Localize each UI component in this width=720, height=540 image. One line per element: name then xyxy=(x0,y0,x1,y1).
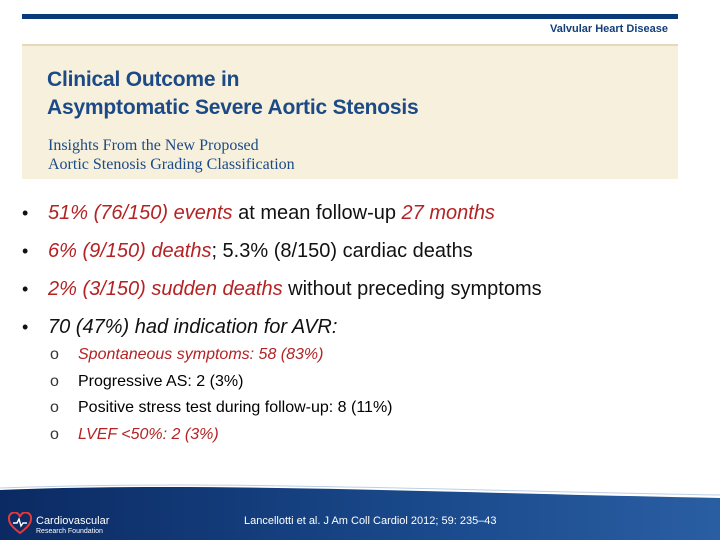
title-line-1: Clinical Outcome in xyxy=(47,68,240,91)
citation: Lancellotti et al. J Am Coll Cardiol 2012; 59: 235–43 xyxy=(244,515,497,527)
sub-marker: o xyxy=(50,372,59,390)
logo-subtitle: Research Foundation xyxy=(36,528,103,535)
sub-item xyxy=(50,344,650,371)
bullet-text: 51% (76/150) events at mean follow-up 27 months xyxy=(48,202,495,224)
header-bar xyxy=(22,14,678,46)
section-label: Valvular Heart Disease xyxy=(549,23,668,35)
foundation-logo xyxy=(8,512,168,538)
footer xyxy=(0,482,720,540)
subtitle-line-2: Aortic Stenosis Grading Classification xyxy=(48,156,295,173)
article-title xyxy=(47,66,647,122)
heart-icon xyxy=(8,512,32,536)
sub-marker: o xyxy=(50,346,59,363)
bullet-marker: • xyxy=(22,317,29,337)
bullet-marker: • xyxy=(22,241,29,261)
sub-text: Progressive AS: 2 (3%) xyxy=(78,372,244,390)
bullet-marker: • xyxy=(22,203,29,223)
article-subtitle xyxy=(48,136,648,174)
article-header xyxy=(22,14,678,179)
sub-text: Positive stress test during follow-up: 8 (11%) xyxy=(78,399,393,416)
sub-item xyxy=(50,397,650,424)
bullet-text: 2% (3/150) sudden deaths without preceding symptoms xyxy=(48,278,542,300)
sub-text: Spontaneous symptoms: 58 (83%) xyxy=(78,346,324,363)
bullet-item xyxy=(22,196,712,234)
bullet-list xyxy=(22,196,712,348)
sub-item xyxy=(50,424,650,451)
sub-item xyxy=(50,371,650,398)
sub-text: LVEF <50%: 2 (3%) xyxy=(78,425,219,443)
sub-list xyxy=(50,344,650,450)
subtitle-line-1: Insights From the New Proposed xyxy=(48,137,259,154)
bullet-marker: • xyxy=(22,279,29,299)
bullet-item xyxy=(22,310,712,348)
bullet-item xyxy=(22,272,712,310)
bullet-text: 70 (47%) had indication for AVR: xyxy=(48,316,338,338)
header-accent-line xyxy=(22,14,678,19)
title-line-2: Asymptomatic Severe Aortic Stenosis xyxy=(47,96,419,119)
logo-name: Cardiovascular xyxy=(36,515,110,527)
bullet-text: 6% (9/150) deaths; 5.3% (8/150) cardiac deaths xyxy=(48,240,473,262)
bullet-item xyxy=(22,234,712,272)
sub-marker: o xyxy=(50,425,59,443)
sub-marker: o xyxy=(50,399,59,416)
